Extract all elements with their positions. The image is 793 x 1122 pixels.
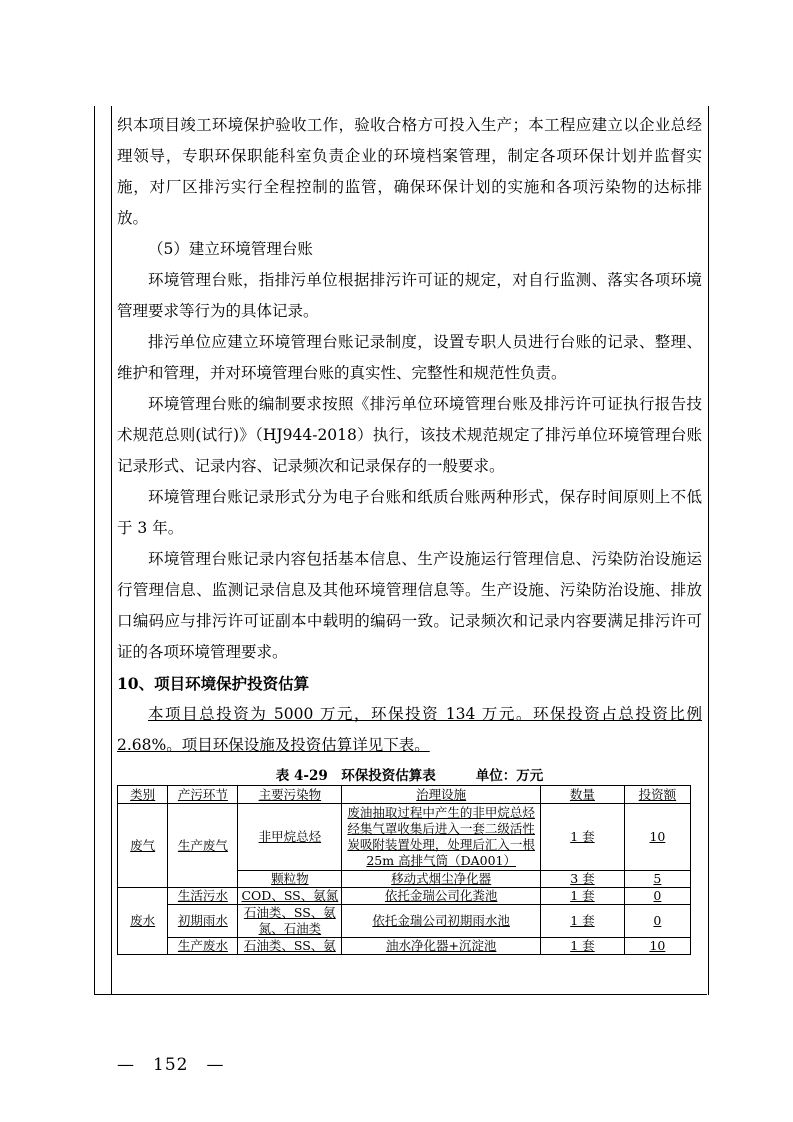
cell-quantity: 1 套 [541, 905, 625, 938]
cell-quantity: 3 套 [541, 871, 625, 888]
frame-bottom-rule [94, 994, 707, 995]
paragraph-ledger-standard: 环境管理台账的编制要求按照《排污单位环境管理台账及排污许可证执行报告技术规范总则(试行)》（HJ944-2018）执行，该技术规范规定了排污单位环境管理台账记录形式、记录内容、记录频次和记录保存的一般要求。 [117, 395, 702, 475]
cell-quantity: 1 套 [541, 888, 625, 905]
cell-amount: 10 [624, 938, 690, 955]
frame-divider [111, 106, 112, 995]
table-row [118, 888, 691, 905]
cell-stage: 生产废气 [168, 804, 238, 888]
cell-pollutant: 颗粒物 [238, 871, 342, 888]
cell-stage: 生活污水 [168, 888, 238, 905]
cell-facility: 依托金瑞公司化粪池 [342, 888, 541, 905]
cell-amount: 0 [624, 905, 690, 938]
table-row [118, 905, 691, 938]
cell-category: 废水 [118, 888, 168, 955]
header-amount: 投资额 [624, 786, 690, 804]
table-row [118, 938, 691, 955]
investment-table [117, 785, 691, 955]
table-unit: 单位：万元 [475, 768, 544, 784]
cell-amount: 0 [624, 888, 690, 905]
cell-stage: 初期雨水 [168, 905, 238, 938]
subheading-ledger: （5）建立环境管理台账 [148, 240, 313, 258]
document-body [117, 110, 702, 955]
cell-quantity: 1 套 [541, 804, 625, 871]
cell-quantity: 1 套 [541, 938, 625, 955]
cell-facility: 油水净化器+沉淀池 [342, 938, 541, 955]
header-facility: 治理设施 [342, 786, 541, 804]
cell-facility: 废油抽取过程中产生的非甲烷总烃经集气罩收集后进入一套二级活性炭吸附装置处理，处理后汇入一根 25m 高排气筒（DA001） [342, 804, 541, 871]
paragraph-investment-summary: 本项目总投资为 5000 万元，环保投资 134 万元。环保投资占总投资比例 2.68%。项目环保设施及投资估算详见下表。 [117, 705, 702, 754]
cell-stage: 生产废水 [168, 938, 238, 955]
header-quantity: 数量 [541, 786, 625, 804]
cell-pollutant: 石油类、SS、氨 [238, 938, 342, 955]
table-caption [117, 767, 702, 785]
cell-pollutant: COD、SS、氨氮 [238, 888, 342, 905]
paragraph-ledger-system: 排污单位应建立环境管理台账记录制度，设置专职人员进行台账的记录、整理、维护和管理，并对环境管理台账的真实性、完整性和规范性负责。 [117, 333, 702, 382]
cell-pollutant: 石油类、SS、氨氮、石油类 [238, 905, 342, 938]
paragraph-ledger-form: 环境管理台账记录形式分为电子台账和纸质台账两种形式，保存时间原则上不低于 3 年。 [117, 488, 702, 537]
paragraph-archive-management: 织本项目竣工环境保护验收工作，验收合格方可投入生产；本工程应建立以企业总经理领导，专职环保职能科室负责企业的环境档案管理，制定各项环保计划并监督实施，对厂区排污实行全程控制的监管，确保环保计划的实施和各项污染物的达标排放。 [117, 116, 702, 227]
table-header-row [118, 786, 691, 804]
header-category: 类别 [118, 786, 168, 804]
table-row [118, 804, 691, 871]
cell-category: 废气 [118, 804, 168, 888]
section-title-investment: 10、项目环境保护投资估算 [117, 674, 310, 693]
table-title: 表 4-29 环保投资估算表 [275, 768, 436, 784]
page-number: — 152 — [117, 1055, 225, 1075]
paragraph-ledger-content: 环境管理台账记录内容包括基本信息、生产设施运行管理信息、污染防治设施运行管理信息、监测记录信息及其他环境管理信息等。生产设施、污染防治设施、排放口编码应与排污许可证副本中载明的编码一致。记录频次和记录内容要满足排污许可证的各项环境管理要求。 [117, 550, 702, 661]
cell-amount: 10 [624, 804, 690, 871]
cell-facility: 依托金瑞公司初期雨水池 [342, 905, 541, 938]
paragraph-ledger-definition: 环境管理台账，指排污单位根据排污许可证的规定，对自行监测、落实各项环境管理要求等行为的具体记录。 [117, 271, 702, 320]
header-stage: 产污环节 [168, 786, 238, 804]
header-pollutant: 主要污染物 [238, 786, 342, 804]
cell-amount: 5 [624, 871, 690, 888]
cell-pollutant: 非甲烷总烃 [238, 804, 342, 871]
cell-facility: 移动式烟尘净化器 [342, 871, 541, 888]
